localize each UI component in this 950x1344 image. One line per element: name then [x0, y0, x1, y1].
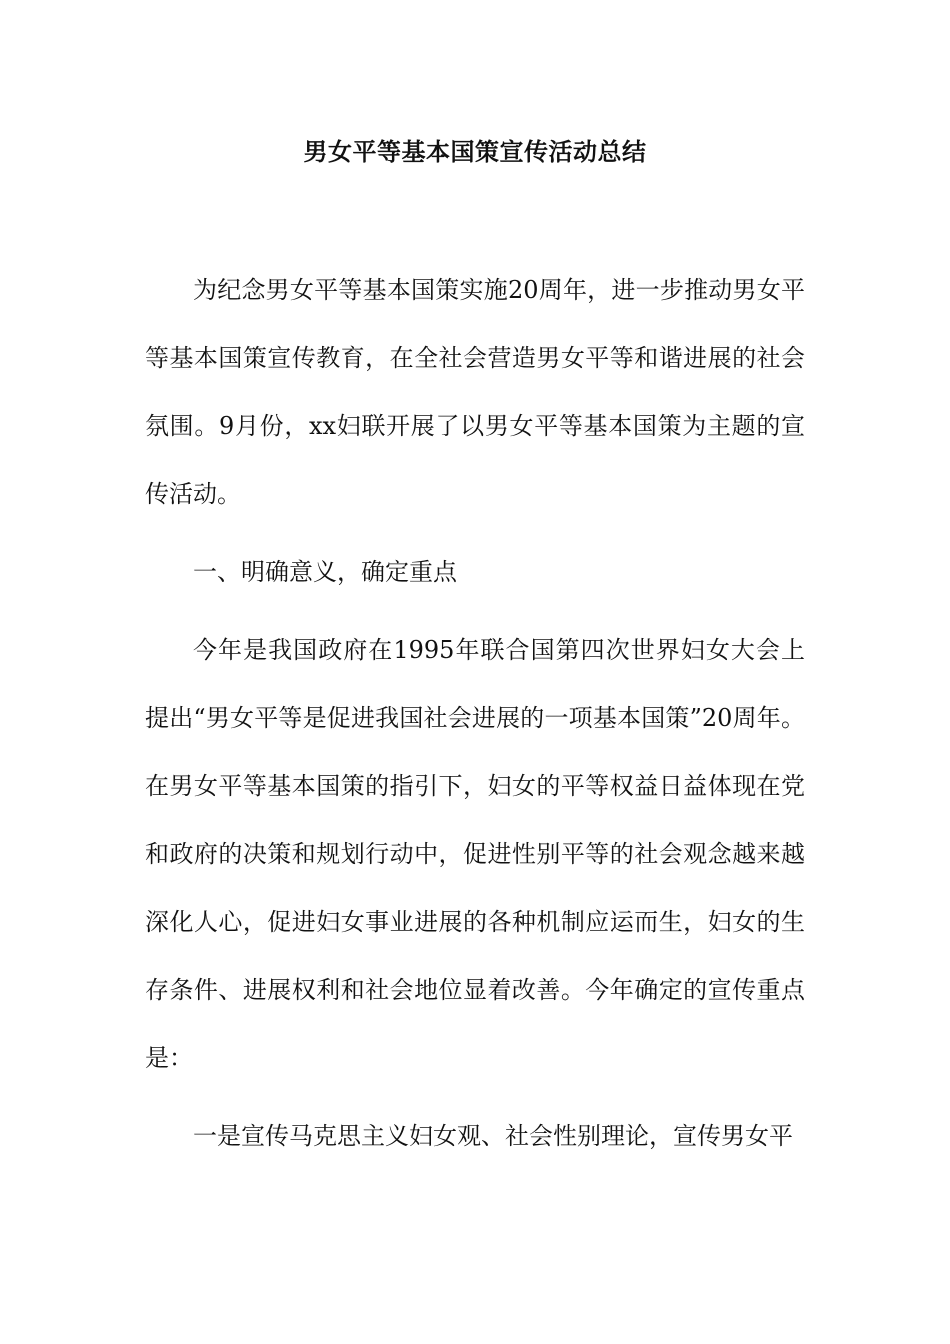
paragraph-intro: 为纪念男女平等基本国策实施20周年，进一步推动男女平等基本国策宣传教育，在全社会营造男女平等和谐进展的社会氛围。9月份，xx妇联开展了以男女平等基本国策为主题的宣传活动。: [145, 276, 805, 508]
paragraph-point-1: 一是宣传马克思主义妇女观、社会性别理论，宣传男女平: [193, 1122, 793, 1150]
document-body: [145, 256, 805, 1180]
section-heading-1: 一、明确意义，确定重点: [193, 558, 457, 586]
document-title: 男女平等基本国策宣传活动总结: [303, 137, 647, 166]
paragraph-background: 今年是我国政府在1995年联合国第四次世界妇女大会上提出“男女平等是促进我国社会进展的一项基本国策”20周年。在男女平等基本国策的指引下，妇女的平等权益日益体现在党和政府的决策和规划行动中，促进性别平等的社会观念越来越深化人心，促进妇女事业进展的各种机制应运而生，妇女的生存条件、进展权利和社会地位显着改善。今年确定的宣传重点是：: [145, 636, 805, 1072]
